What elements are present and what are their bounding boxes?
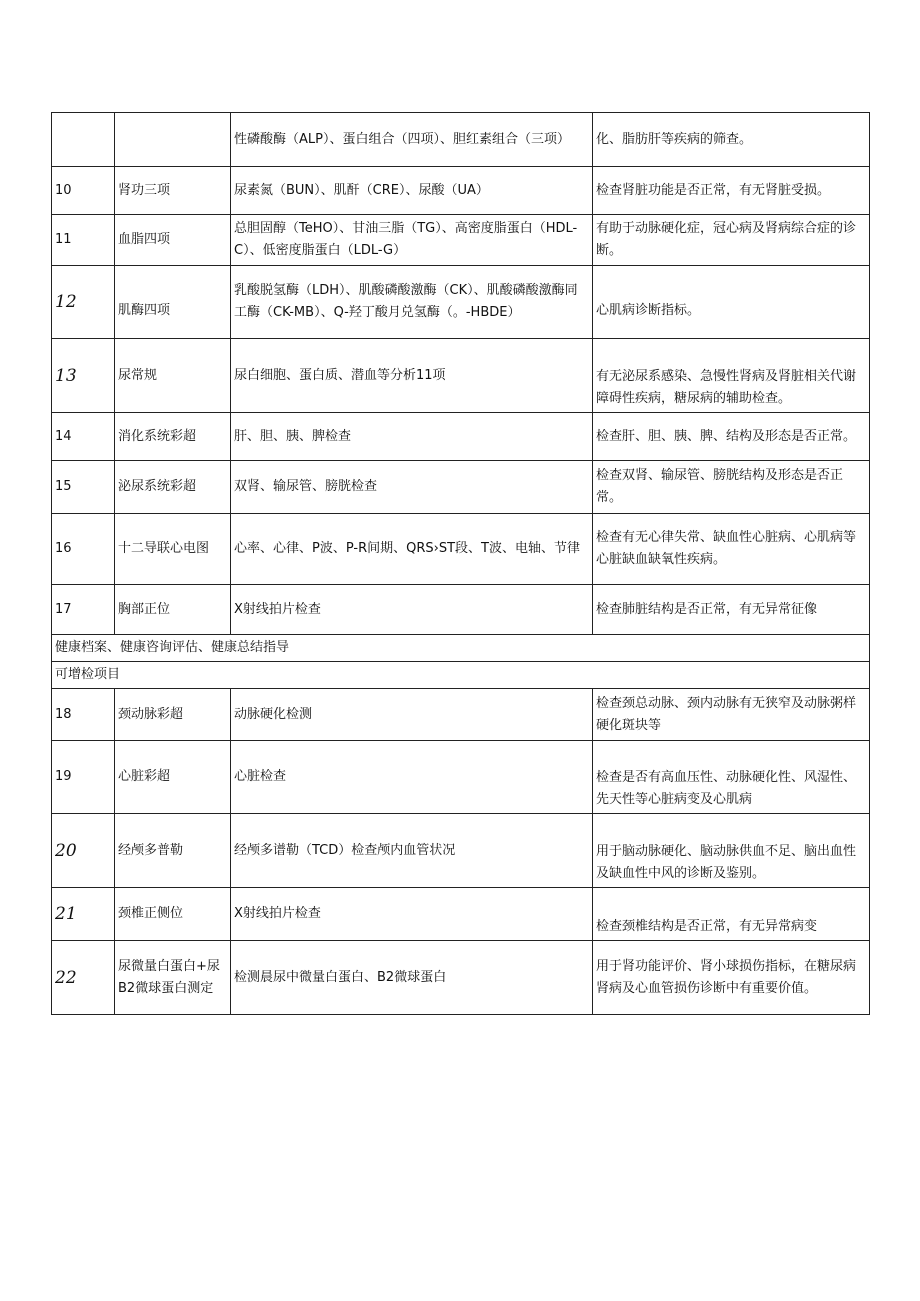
item-name: 经颅多普勒 [115, 814, 231, 888]
item-details: 乳酸脱氢酶（LDH）、肌酸磷酸激酶（CK）、肌酸磷酸激酶同工酶（CK-MB）、Q-羟丁酸月兑氢酶（。-HBDE） [231, 266, 593, 339]
row-number: 14 [52, 413, 115, 461]
item-name: 尿微量白蛋白+尿B2微球蛋白测定 [115, 941, 231, 1015]
item-purpose: 有助于动脉硬化症，冠心病及肾病综合症的诊断。 [593, 215, 870, 266]
exam-items-table [51, 112, 870, 1015]
item-details: 性磷酸酶（ALP）、蛋白组合（四项）、胆红素组合（三项） [231, 113, 593, 167]
item-purpose: 化、脂肪肝等疾病的筛查。 [593, 113, 870, 167]
item-details: X射线拍片检查 [231, 888, 593, 941]
table-row [52, 689, 870, 741]
item-name: 十二导联心电图 [115, 514, 231, 585]
row-number: 12 [52, 266, 115, 339]
item-purpose: 心肌病诊断指标。 [593, 266, 870, 339]
item-purpose: 检查有无心律失常、缺血性心脏病、心肌病等心脏缺血缺氧性疾病。 [593, 514, 870, 585]
item-name: 肾功三项 [115, 167, 231, 215]
item-purpose: 检查肾脏功能是否正常，有无肾脏受损。 [593, 167, 870, 215]
item-details: 心率、心律、P波、P-R间期、QRS›ST段、T波、电轴、节律 [231, 514, 593, 585]
section-optional-label: 可增检项目 [52, 662, 870, 689]
item-details: 经颅多谱勒（TCD）检查颅内血管状况 [231, 814, 593, 888]
row-number [52, 113, 115, 167]
table-row [52, 413, 870, 461]
row-number: 17 [52, 585, 115, 635]
section-row [52, 662, 870, 689]
table-row [52, 215, 870, 266]
item-purpose: 检查颈总动脉、颈内动脉有无狭窄及动脉粥样硬化斑块等 [593, 689, 870, 741]
section-row [52, 635, 870, 662]
row-number: 19 [52, 741, 115, 814]
row-number: 10 [52, 167, 115, 215]
item-details: X射线拍片检查 [231, 585, 593, 635]
item-purpose: 用于肾功能评价、肾小球损伤指标，在糖尿病肾病及心血管损伤诊断中有重要价值。 [593, 941, 870, 1015]
item-purpose: 检查颈椎结构是否正常，有无异常病变 [593, 888, 870, 941]
item-name: 消化系统彩超 [115, 413, 231, 461]
item-name: 血脂四项 [115, 215, 231, 266]
item-purpose: 检查是否有高血压性、动脉硬化性、风湿性、先天性等心脏病变及心肌病 [593, 741, 870, 814]
table-row [52, 514, 870, 585]
item-purpose: 检查肝、胆、胰、脾、结构及形态是否正常。 [593, 413, 870, 461]
row-number: 18 [52, 689, 115, 741]
row-number: 20 [52, 814, 115, 888]
row-number: 13 [52, 339, 115, 413]
row-number: 16 [52, 514, 115, 585]
item-details: 心脏检查 [231, 741, 593, 814]
table-row [52, 167, 870, 215]
item-name: 肌酶四项 [115, 266, 231, 339]
item-details: 总胆固醇（TeHO）、甘油三脂（TG）、高密度脂蛋白（HDL-C）、低密度脂蛋白（LDL-G） [231, 215, 593, 266]
row-number: 22 [52, 941, 115, 1015]
table-row [52, 585, 870, 635]
item-purpose: 有无泌尿系感染、急慢性肾病及肾脏相关代谢障碍性疾病，糖尿病的辅助检查。 [593, 339, 870, 413]
table-row [52, 113, 870, 167]
row-number: 11 [52, 215, 115, 266]
row-number: 21 [52, 888, 115, 941]
item-name: 颈动脉彩超 [115, 689, 231, 741]
item-name: 泌尿系统彩超 [115, 461, 231, 514]
item-name: 胸部正位 [115, 585, 231, 635]
item-name: 心脏彩超 [115, 741, 231, 814]
item-details: 双肾、输尿管、膀胱检查 [231, 461, 593, 514]
item-details: 尿素氮（BUN）、肌酐（CRE）、尿酸（UA） [231, 167, 593, 215]
item-purpose: 检查双肾、输尿管、膀胱结构及形态是否正常。 [593, 461, 870, 514]
item-purpose: 检查肺脏结构是否正常，有无异常征像 [593, 585, 870, 635]
item-details: 检测晨尿中微量白蛋白、B2微球蛋白 [231, 941, 593, 1015]
table-row [52, 461, 870, 514]
item-name: 尿常规 [115, 339, 231, 413]
section-health-label: 健康档案、健康咨询评估、健康总结指导 [52, 635, 870, 662]
item-details: 尿白细胞、蛋白质、潜血等分析11项 [231, 339, 593, 413]
row-number: 15 [52, 461, 115, 514]
table-row [52, 814, 870, 888]
table-row [52, 888, 870, 941]
table-row [52, 339, 870, 413]
item-details: 动脉硬化检测 [231, 689, 593, 741]
table-row [52, 941, 870, 1015]
item-purpose: 用于脑动脉硬化、脑动脉供血不足、脑出血性及缺血性中风的诊断及鉴别。 [593, 814, 870, 888]
item-name [115, 113, 231, 167]
table-row [52, 741, 870, 814]
table-row [52, 266, 870, 339]
item-details: 肝、胆、胰、脾检查 [231, 413, 593, 461]
item-name: 颈椎正侧位 [115, 888, 231, 941]
